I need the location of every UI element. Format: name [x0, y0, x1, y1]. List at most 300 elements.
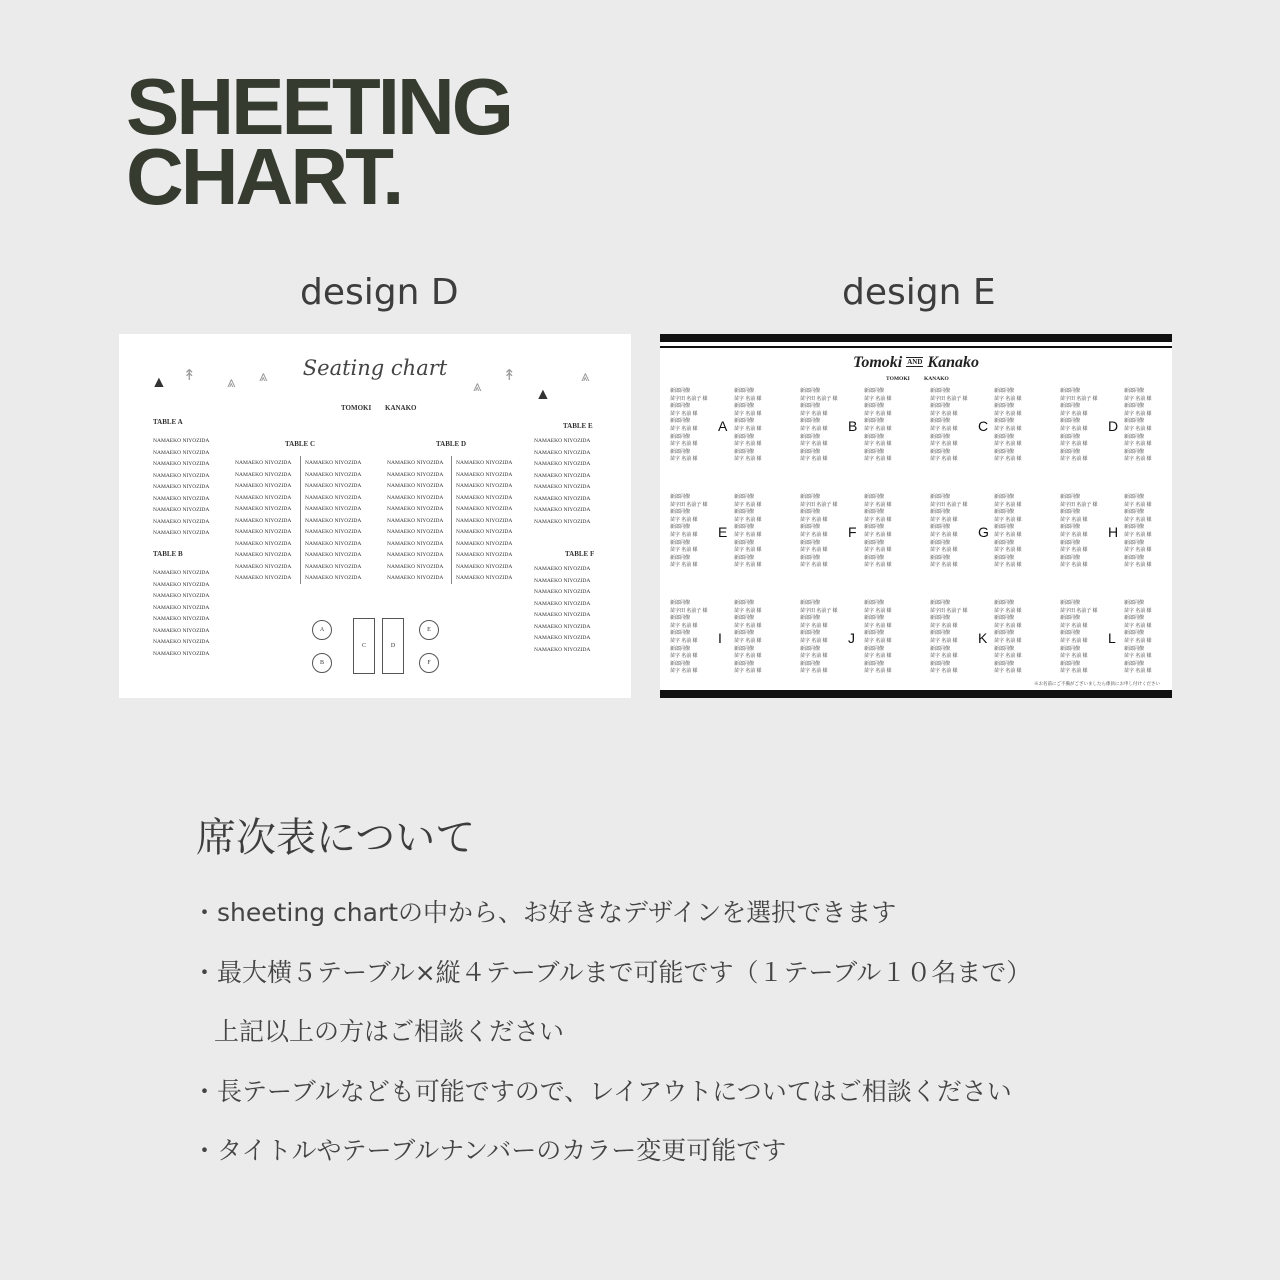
- guest-name: NAMAEKO NIYOZIDA: [456, 506, 513, 512]
- table-letter: F: [848, 524, 857, 540]
- guest-name: 苗字 名前 様: [930, 532, 958, 538]
- guest-title: 新郎同僚: [994, 540, 1015, 546]
- table-guest-column: [670, 388, 708, 464]
- guest-name: 苗字 名前 様: [1124, 517, 1152, 523]
- guest-name: 苗字 名前 様: [670, 669, 698, 675]
- guest-name: NAMAEKO NIYOZIDA: [305, 529, 362, 535]
- guest-title: 新郎同僚: [1124, 449, 1145, 455]
- guest-name: 苗字 名前 様: [734, 638, 762, 644]
- guest-title: 新郎同僚: [864, 404, 885, 410]
- footer-note: ※お名前にご不備がございましたら係員にお申し付けください: [1034, 681, 1160, 686]
- guest-name: 苗字 名前 様: [670, 548, 698, 554]
- bride-name: KANAKO: [385, 404, 417, 412]
- guest-name: 苗字 名前 様: [864, 517, 892, 523]
- guest-title: 新郎同僚: [1060, 631, 1081, 637]
- guest-name: 苗字 名前 様: [734, 563, 762, 569]
- guest-name: NAMAEKO NIYOZIDA: [235, 575, 292, 581]
- guest-name: 苗字 名前 様: [1124, 426, 1152, 432]
- guest-name: 苗字 名前 様: [670, 623, 698, 629]
- guest-name: 苗字田 名前子 様: [930, 396, 968, 402]
- guest-name: 苗字 名前 様: [800, 517, 828, 523]
- guest-name: 苗字 名前 様: [670, 442, 698, 448]
- guest-name: NAMAEKO NIYOZIDA: [153, 472, 210, 479]
- guest-title: 新郎同僚: [800, 616, 821, 622]
- table-guest-column: [1124, 388, 1152, 464]
- table-b-title: TABLE B: [153, 550, 183, 558]
- guest-name: NAMAEKO NIYOZIDA: [534, 495, 591, 502]
- map-table-e: E: [419, 620, 439, 640]
- guest-title: 新郎同僚: [864, 449, 885, 455]
- guest-title: 新郎同僚: [1124, 661, 1145, 667]
- guest-name: 苗字 名前 様: [1124, 623, 1152, 629]
- guest-name: NAMAEKO NIYOZIDA: [305, 460, 362, 466]
- guest-name: NAMAEKO NIYOZIDA: [153, 449, 210, 456]
- table-guest-column: [734, 388, 762, 464]
- guest-name: 苗字 名前 様: [994, 623, 1022, 629]
- guest-title: 新郎同僚: [994, 510, 1015, 516]
- guest-name: 苗字 名前 様: [1124, 608, 1152, 614]
- guest-title: 新郎同僚: [734, 525, 755, 531]
- guest-title: 新郎同僚: [670, 540, 691, 546]
- guest-name: 苗字 名前 様: [864, 426, 892, 432]
- guest-name: NAMAEKO NIYOZIDA: [153, 438, 210, 444]
- guest-title: 新郎同僚: [930, 525, 951, 531]
- guest-name: 苗字 名前 様: [800, 442, 828, 448]
- guest-name: 苗字 名前 様: [994, 517, 1022, 523]
- guest-title: 新郎同僚: [930, 601, 951, 606]
- guest-title: 新郎同僚: [800, 389, 821, 394]
- headline-line-1: SHEETING: [126, 62, 511, 151]
- top-rule: [660, 346, 1172, 348]
- guest-name: NAMAEKO NIYOZIDA: [534, 577, 591, 584]
- guest-title: 新郎同僚: [734, 661, 755, 667]
- map-table-d: D: [382, 618, 404, 674]
- guest-name: 苗字 名前 様: [864, 638, 892, 644]
- guest-name: 苗字 名前 様: [1060, 442, 1088, 448]
- table-letter: G: [978, 524, 989, 540]
- guest-name: 苗字 名前 様: [1124, 442, 1152, 448]
- bullet-item: ・sheeting chartの中から、お好きなデザインを選択できます: [192, 898, 897, 927]
- guest-name: NAMAEKO NIYOZIDA: [305, 471, 362, 478]
- guest-title: 新郎同僚: [800, 495, 821, 500]
- guest-title: 新郎同僚: [1060, 495, 1081, 500]
- guest-name: 苗字 名前 様: [734, 502, 762, 508]
- guest-name: 苗字 名前 様: [670, 563, 698, 569]
- guest-title: 新郎同僚: [930, 510, 951, 516]
- guest-title: 新郎同僚: [1060, 601, 1081, 606]
- guest-name: NAMAEKO NIYOZIDA: [387, 540, 444, 547]
- guest-name: 苗字 名前 様: [930, 426, 958, 432]
- guest-name: NAMAEKO NIYOZIDA: [153, 650, 210, 657]
- guest-title: 新郎同僚: [670, 419, 691, 425]
- guest-title: 新郎同僚: [800, 646, 821, 652]
- guest-name: 苗字 名前 様: [734, 442, 762, 448]
- guest-title: 新郎同僚: [930, 616, 951, 622]
- guest-name: 苗字 名前 様: [734, 411, 762, 417]
- guest-title: 新郎同僚: [930, 434, 951, 440]
- table-guest-column: [930, 600, 968, 676]
- guest-title: 新郎同僚: [930, 449, 951, 455]
- guest-name: 苗字 名前 様: [994, 563, 1022, 569]
- guest-name: 苗字 名前 様: [734, 517, 762, 523]
- guest-title: 新郎同僚: [1124, 419, 1145, 425]
- guest-name: NAMAEKO NIYOZIDA: [305, 506, 362, 512]
- guest-title: 新郎同僚: [800, 601, 821, 606]
- guest-name: NAMAEKO NIYOZIDA: [235, 517, 292, 524]
- guest-name: NAMAEKO NIYOZIDA: [153, 604, 210, 611]
- guest-name: 苗字 名前 様: [800, 411, 828, 417]
- guest-name: NAMAEKO NIYOZIDA: [387, 529, 444, 535]
- guest-title: 新郎同僚: [930, 631, 951, 637]
- guest-name: NAMAEKO NIYOZIDA: [305, 483, 362, 489]
- guest-name: NAMAEKO NIYOZIDA: [534, 518, 591, 525]
- table-f-guests: [534, 564, 590, 656]
- table-guest-column: [800, 388, 838, 464]
- about-title: 席次表について: [196, 815, 476, 861]
- map-table-f: F: [419, 653, 439, 673]
- design-e-label: design E: [842, 272, 996, 313]
- guest-name: 苗字田 名前子 様: [800, 396, 838, 402]
- table-a-guests: [153, 436, 209, 540]
- guest-name: 苗字田 名前子 様: [1060, 608, 1098, 614]
- guest-name: 苗字 名前 様: [734, 426, 762, 432]
- guest-title: 新郎同僚: [800, 661, 821, 667]
- guest-name: NAMAEKO NIYOZIDA: [235, 471, 292, 478]
- guest-title: 新郎同僚: [734, 389, 755, 394]
- guest-name: 苗字 名前 様: [734, 654, 762, 660]
- map-table-b: B: [312, 653, 332, 673]
- guest-name: 苗字 名前 様: [1124, 532, 1152, 538]
- table-guest-column: [1124, 600, 1152, 676]
- table-letter: E: [718, 524, 728, 540]
- guest-title: 新郎同僚: [734, 510, 755, 516]
- bottom-border: [660, 690, 1172, 698]
- tree-icon: ▲: [535, 386, 551, 403]
- guest-name: 苗字 名前 様: [864, 396, 892, 402]
- guest-title: 新郎同僚: [1124, 540, 1145, 546]
- table-guest-column: [1060, 388, 1098, 464]
- guest-name: NAMAEKO NIYOZIDA: [456, 460, 513, 466]
- table-c-guests-left: [235, 458, 291, 585]
- guest-name: NAMAEKO NIYOZIDA: [456, 540, 513, 547]
- guest-title: 新郎同僚: [864, 419, 885, 425]
- guest-title: 新郎同僚: [734, 555, 755, 561]
- guest-name: NAMAEKO NIYOZIDA: [456, 563, 513, 570]
- guest-name: NAMAEKO NIYOZIDA: [387, 552, 444, 558]
- guest-title: 新郎同僚: [734, 434, 755, 440]
- guest-name: 苗字 名前 様: [930, 411, 958, 417]
- guest-name: 苗字 名前 様: [930, 654, 958, 660]
- table-letter: I: [718, 630, 722, 646]
- guest-title: 新郎同僚: [800, 419, 821, 425]
- table-d-guests-right: [456, 458, 512, 585]
- guest-name: NAMAEKO NIYOZIDA: [456, 517, 513, 524]
- table-c-guests-right: [305, 458, 361, 585]
- guest-title: 新郎同僚: [800, 540, 821, 546]
- guest-name: NAMAEKO NIYOZIDA: [534, 507, 591, 513]
- guest-title: 新郎同僚: [994, 661, 1015, 667]
- guest-name: 苗字 名前 様: [670, 638, 698, 644]
- guest-name: 苗字 名前 様: [930, 623, 958, 629]
- guest-title: 新郎同僚: [1060, 540, 1081, 546]
- guest-name: 苗字田 名前子 様: [930, 502, 968, 508]
- guest-name: NAMAEKO NIYOZIDA: [534, 449, 591, 456]
- guest-name: NAMAEKO NIYOZIDA: [534, 646, 591, 653]
- guest-name: NAMAEKO NIYOZIDA: [305, 552, 362, 558]
- guest-name: 苗字 名前 様: [1124, 669, 1152, 675]
- guest-name: NAMAEKO NIYOZIDA: [153, 530, 210, 536]
- guest-title: 新郎同僚: [670, 646, 691, 652]
- table-letter: K: [978, 630, 988, 646]
- guest-title: 新郎同僚: [670, 631, 691, 637]
- guest-name: NAMAEKO NIYOZIDA: [153, 570, 210, 576]
- guest-name: 苗字 名前 様: [670, 457, 698, 463]
- guest-name: 苗字 名前 様: [1060, 517, 1088, 523]
- table-letter: J: [848, 630, 855, 646]
- about-bullet-list: [192, 896, 1031, 1194]
- guest-name: 苗字 名前 様: [930, 638, 958, 644]
- table-letter: L: [1108, 630, 1116, 646]
- guest-name: 苗字 名前 様: [800, 563, 828, 569]
- guest-title: 新郎同僚: [1124, 525, 1145, 531]
- guest-name: 苗字 名前 様: [994, 411, 1022, 417]
- couple-script-title: [660, 354, 1172, 372]
- guest-name: 苗字 名前 様: [864, 654, 892, 660]
- guest-name: 苗字 名前 様: [994, 502, 1022, 508]
- guest-name: 苗字 名前 様: [1124, 457, 1152, 463]
- guest-name: NAMAEKO NIYOZIDA: [153, 593, 210, 599]
- guest-name: 苗字田 名前子 様: [670, 502, 708, 508]
- groom-name: TOMOKI: [341, 404, 372, 412]
- guest-title: 新郎同僚: [734, 646, 755, 652]
- guest-name: 苗字 名前 様: [734, 669, 762, 675]
- guest-name: 苗字 名前 様: [1060, 638, 1088, 644]
- guest-title: 新郎同僚: [994, 616, 1015, 622]
- guest-title: 新郎同僚: [734, 616, 755, 622]
- guest-name: 苗字 名前 様: [1060, 532, 1088, 538]
- guest-name: NAMAEKO NIYOZIDA: [305, 540, 362, 547]
- guest-title: 新郎同僚: [670, 510, 691, 516]
- guest-title: 新郎同僚: [800, 510, 821, 516]
- tree-icon: ↟: [183, 368, 196, 384]
- guest-title: 新郎同僚: [994, 631, 1015, 637]
- guest-name: NAMAEKO NIYOZIDA: [534, 484, 591, 490]
- guest-title: 新郎同僚: [1124, 646, 1145, 652]
- guest-name: 苗字 名前 様: [1124, 638, 1152, 644]
- guest-title: 新郎同僚: [800, 631, 821, 637]
- guest-title: 新郎同僚: [864, 434, 885, 440]
- table-guest-column: [864, 494, 892, 570]
- guest-name: 苗字 名前 様: [670, 532, 698, 538]
- guest-title: 新郎同僚: [1060, 434, 1081, 440]
- guest-title: 新郎同僚: [734, 601, 755, 606]
- guest-title: 新郎同僚: [1060, 510, 1081, 516]
- guest-title: 新郎同僚: [1060, 419, 1081, 425]
- guest-title: 新郎同僚: [930, 555, 951, 561]
- bride-name: KANAKO: [924, 376, 949, 382]
- table-guest-column: [994, 600, 1022, 676]
- table-guest-column: [930, 388, 968, 464]
- guest-name: NAMAEKO NIYOZIDA: [534, 472, 591, 479]
- bullet-item: ・長テーブルなども可能ですので、レイアウトについてはご相談ください: [192, 1076, 1012, 1106]
- guest-title: 新郎同僚: [734, 631, 755, 637]
- guest-name: NAMAEKO NIYOZIDA: [534, 461, 591, 467]
- table-guest-column: [864, 600, 892, 676]
- guest-title: 新郎同僚: [864, 389, 885, 394]
- guest-title: 新郎同僚: [800, 404, 821, 410]
- guest-title: 新郎同僚: [930, 389, 951, 394]
- guest-name: 苗字 名前 様: [994, 548, 1022, 554]
- guest-name: NAMAEKO NIYOZIDA: [235, 563, 292, 570]
- guest-title: 新郎同僚: [864, 525, 885, 531]
- guest-name: NAMAEKO NIYOZIDA: [387, 494, 444, 501]
- guest-name: 苗字 名前 様: [994, 442, 1022, 448]
- guest-title: 新郎同僚: [930, 661, 951, 667]
- guest-title: 新郎同僚: [864, 646, 885, 652]
- table-guest-column: [670, 494, 708, 570]
- guest-title: 新郎同僚: [930, 540, 951, 546]
- guest-name: 苗字 名前 様: [994, 396, 1022, 402]
- headline: [126, 62, 511, 221]
- groom-name: TOMOKI: [886, 376, 910, 382]
- guest-name: NAMAEKO NIYOZIDA: [387, 563, 444, 570]
- guest-title: 新郎同僚: [734, 404, 755, 410]
- guest-name: 苗字 名前 様: [1124, 563, 1152, 569]
- guest-name: 苗字 名前 様: [800, 457, 828, 463]
- guest-name: 苗字 名前 様: [1124, 502, 1152, 508]
- guest-title: 新郎同僚: [864, 555, 885, 561]
- guest-name: 苗字田 名前子 様: [930, 608, 968, 614]
- guest-name: 苗字 名前 様: [670, 654, 698, 660]
- guest-title: 新郎同僚: [994, 646, 1015, 652]
- guest-title: 新郎同僚: [930, 419, 951, 425]
- guest-name: 苗字 名前 様: [930, 563, 958, 569]
- guest-name: NAMAEKO NIYOZIDA: [534, 566, 591, 572]
- guest-name: NAMAEKO NIYOZIDA: [153, 461, 210, 467]
- guest-name: NAMAEKO NIYOZIDA: [153, 495, 210, 502]
- design-d-preview[interactable]: [119, 334, 631, 698]
- table-d-divider: [451, 456, 452, 584]
- guest-name: NAMAEKO NIYOZIDA: [153, 518, 210, 525]
- guest-name: 苗字 名前 様: [734, 608, 762, 614]
- guest-title: 新郎同僚: [994, 389, 1015, 394]
- guest-title: 新郎同僚: [670, 389, 691, 394]
- guest-name: 苗字 名前 様: [670, 411, 698, 417]
- guest-name: NAMAEKO NIYOZIDA: [534, 600, 591, 607]
- guest-name: NAMAEKO NIYOZIDA: [153, 627, 210, 634]
- guest-title: 新郎同僚: [670, 404, 691, 410]
- guest-title: 新郎同僚: [800, 434, 821, 440]
- bullet-item: ・最大横５テーブル×縦４テーブルまで可能です（１テーブル１０名まで）: [192, 957, 1032, 987]
- guest-name: 苗字 名前 様: [930, 442, 958, 448]
- guest-title: 新郎同僚: [864, 495, 885, 500]
- groom-script-name: Tomoki: [853, 354, 903, 371]
- guest-title: 新郎同僚: [670, 434, 691, 440]
- guest-name: 苗字 名前 様: [1060, 426, 1088, 432]
- guest-name: NAMAEKO NIYOZIDA: [235, 494, 292, 501]
- guest-title: 新郎同僚: [670, 525, 691, 531]
- guest-name: NAMAEKO NIYOZIDA: [387, 517, 444, 524]
- guest-name: 苗字 名前 様: [800, 532, 828, 538]
- guest-name: 苗字 名前 様: [864, 502, 892, 508]
- guest-title: 新郎同僚: [734, 449, 755, 455]
- guest-title: 新郎同僚: [670, 661, 691, 667]
- guest-title: 新郎同僚: [1060, 449, 1081, 455]
- guest-title: 新郎同僚: [994, 449, 1015, 455]
- guest-title: 新郎同僚: [670, 495, 691, 500]
- guest-name: 苗字 名前 様: [1124, 411, 1152, 417]
- guest-title: 新郎同僚: [864, 631, 885, 637]
- guest-title: 新郎同僚: [864, 540, 885, 546]
- guest-name: NAMAEKO NIYOZIDA: [456, 483, 513, 489]
- table-guest-column: [930, 494, 968, 570]
- guest-name: NAMAEKO NIYOZIDA: [456, 552, 513, 558]
- guest-name: 苗字 名前 様: [864, 532, 892, 538]
- guest-name: NAMAEKO NIYOZIDA: [153, 507, 210, 513]
- guest-name: 苗字 名前 様: [734, 396, 762, 402]
- guest-title: 新郎同僚: [930, 404, 951, 410]
- guest-title: 新郎同僚: [1060, 646, 1081, 652]
- guest-name: 苗字 名前 様: [734, 457, 762, 463]
- table-guest-column: [734, 600, 762, 676]
- guest-name: 苗字 名前 様: [1060, 623, 1088, 629]
- guest-name: NAMAEKO NIYOZIDA: [534, 589, 591, 595]
- guest-name: NAMAEKO NIYOZIDA: [534, 612, 591, 618]
- guest-name: 苗字 名前 様: [864, 623, 892, 629]
- table-guest-column: [994, 388, 1022, 464]
- table-a-title: TABLE A: [153, 418, 183, 426]
- guest-name: NAMAEKO NIYOZIDA: [456, 471, 513, 478]
- seating-chart-script-title: Seating chart: [302, 356, 448, 380]
- guest-title: 新郎同僚: [994, 495, 1015, 500]
- guest-title: 新郎同僚: [994, 404, 1015, 410]
- guest-title: 新郎同僚: [1124, 601, 1145, 606]
- table-e-guests: [534, 436, 590, 528]
- table-d-guests-left: [387, 458, 443, 585]
- guest-name: 苗字 名前 様: [1060, 563, 1088, 569]
- table-f-title: TABLE F: [565, 550, 595, 558]
- table-d-title: TABLE D: [436, 440, 467, 448]
- table-letter: B: [848, 418, 858, 434]
- tree-icon: ▲: [151, 374, 167, 391]
- guest-title: 新郎同僚: [994, 555, 1015, 561]
- guest-title: 新郎同僚: [800, 525, 821, 531]
- guest-title: 新郎同僚: [1124, 510, 1145, 516]
- guest-name: NAMAEKO NIYOZIDA: [235, 483, 292, 489]
- table-b-guests: [153, 568, 209, 660]
- design-e-preview[interactable]: [660, 334, 1172, 698]
- guest-name: NAMAEKO NIYOZIDA: [305, 494, 362, 501]
- guest-name: NAMAEKO NIYOZIDA: [456, 494, 513, 501]
- design-d-label: design D: [300, 272, 459, 313]
- guest-name: 苗字 名前 様: [734, 532, 762, 538]
- guest-name: 苗字 名前 様: [800, 623, 828, 629]
- guest-title: 新郎同僚: [930, 495, 951, 500]
- guest-title: 新郎同僚: [864, 616, 885, 622]
- table-letter: C: [978, 418, 989, 434]
- guest-name: 苗字 名前 様: [800, 669, 828, 675]
- bullet-item: ・タイトルやテーブルナンバーのカラー変更可能です: [192, 1136, 787, 1165]
- table-guest-column: [1124, 494, 1152, 570]
- guest-name: 苗字 名前 様: [1060, 457, 1088, 463]
- guest-title: 新郎同僚: [864, 510, 885, 516]
- guest-title: 新郎同僚: [734, 495, 755, 500]
- guest-name: 苗字 名前 様: [1060, 669, 1088, 675]
- guest-name: 苗字 名前 様: [800, 548, 828, 554]
- guest-name: NAMAEKO NIYOZIDA: [305, 575, 362, 581]
- guest-name: NAMAEKO NIYOZIDA: [456, 529, 513, 535]
- guest-title: 新郎同僚: [1124, 404, 1145, 410]
